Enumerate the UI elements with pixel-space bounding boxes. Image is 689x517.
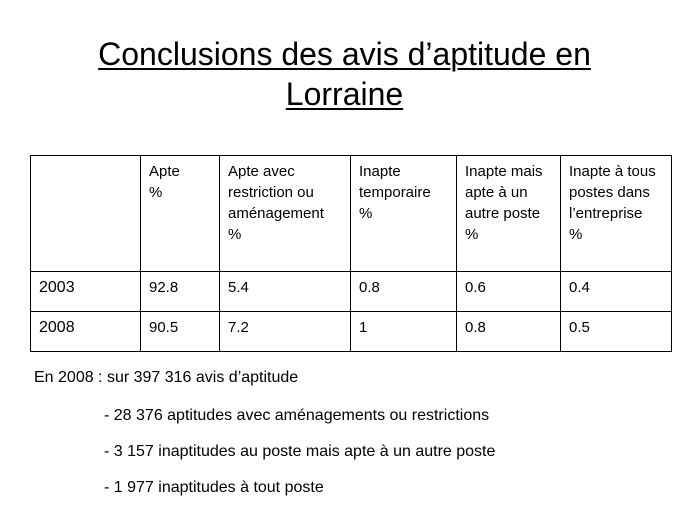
row-year-cell: 2008	[31, 312, 141, 352]
table-row	[31, 312, 672, 352]
aptitude-table	[30, 155, 672, 352]
header-inapte-temporaire-unit: %	[359, 205, 373, 222]
table-cell: 7.2	[220, 312, 351, 352]
header-apte-label: Apte	[149, 163, 180, 180]
header-cell-apte	[141, 156, 220, 272]
header-cell-inapte-tous-postes	[561, 156, 672, 272]
table-cell: 90.5	[141, 312, 220, 352]
header-inapte-tous-postes-label: Inapte à tous postes dans l’entreprise	[569, 163, 656, 222]
table-row	[31, 272, 672, 312]
header-inapte-tous-postes-unit: %	[569, 226, 583, 243]
table-cell: 1	[351, 312, 457, 352]
header-cell-inapte-autre-poste	[457, 156, 561, 272]
summary-intro: En 2008 : sur 397 316 avis d’aptitude	[34, 369, 299, 386]
table-cell: 92.8	[141, 272, 220, 312]
header-cell-empty	[31, 156, 141, 272]
header-apte-restriction-unit: %	[228, 226, 242, 243]
slide-title-line-1: Conclusions des avis d’aptitude en	[98, 36, 591, 72]
table-cell: 0.4	[561, 272, 672, 312]
header-apte-unit: %	[149, 184, 163, 201]
table-cell: 0.6	[457, 272, 561, 312]
table-cell: 0.8	[457, 312, 561, 352]
summary-bullet-autre-poste: - 3 157 inaptitudes au poste mais apte à un autre poste	[104, 443, 496, 460]
table-cell: 0.8	[351, 272, 457, 312]
table-cell: 0.5	[561, 312, 672, 352]
header-cell-inapte-temporaire	[351, 156, 457, 272]
slide-title	[0, 34, 689, 114]
slide-title-line-2: Lorraine	[285, 76, 404, 112]
table-header-row	[31, 156, 672, 272]
summary-bullet-tout-poste: - 1 977 inaptitudes à tout poste	[104, 479, 324, 496]
header-apte-restriction-label: Apte avec restriction ou aménagement	[228, 163, 324, 222]
header-inapte-temporaire-label: Inapte temporaire	[359, 163, 431, 201]
header-inapte-autre-poste-unit: %	[465, 226, 479, 243]
header-cell-apte-restriction	[220, 156, 351, 272]
summary-bullet-amenagements: - 28 376 aptitudes avec aménagements ou restrictions	[104, 407, 490, 424]
header-inapte-autre-poste-label: Inapte mais apte à un autre poste	[465, 163, 543, 222]
table-cell: 5.4	[220, 272, 351, 312]
row-year-cell: 2003	[31, 272, 141, 312]
